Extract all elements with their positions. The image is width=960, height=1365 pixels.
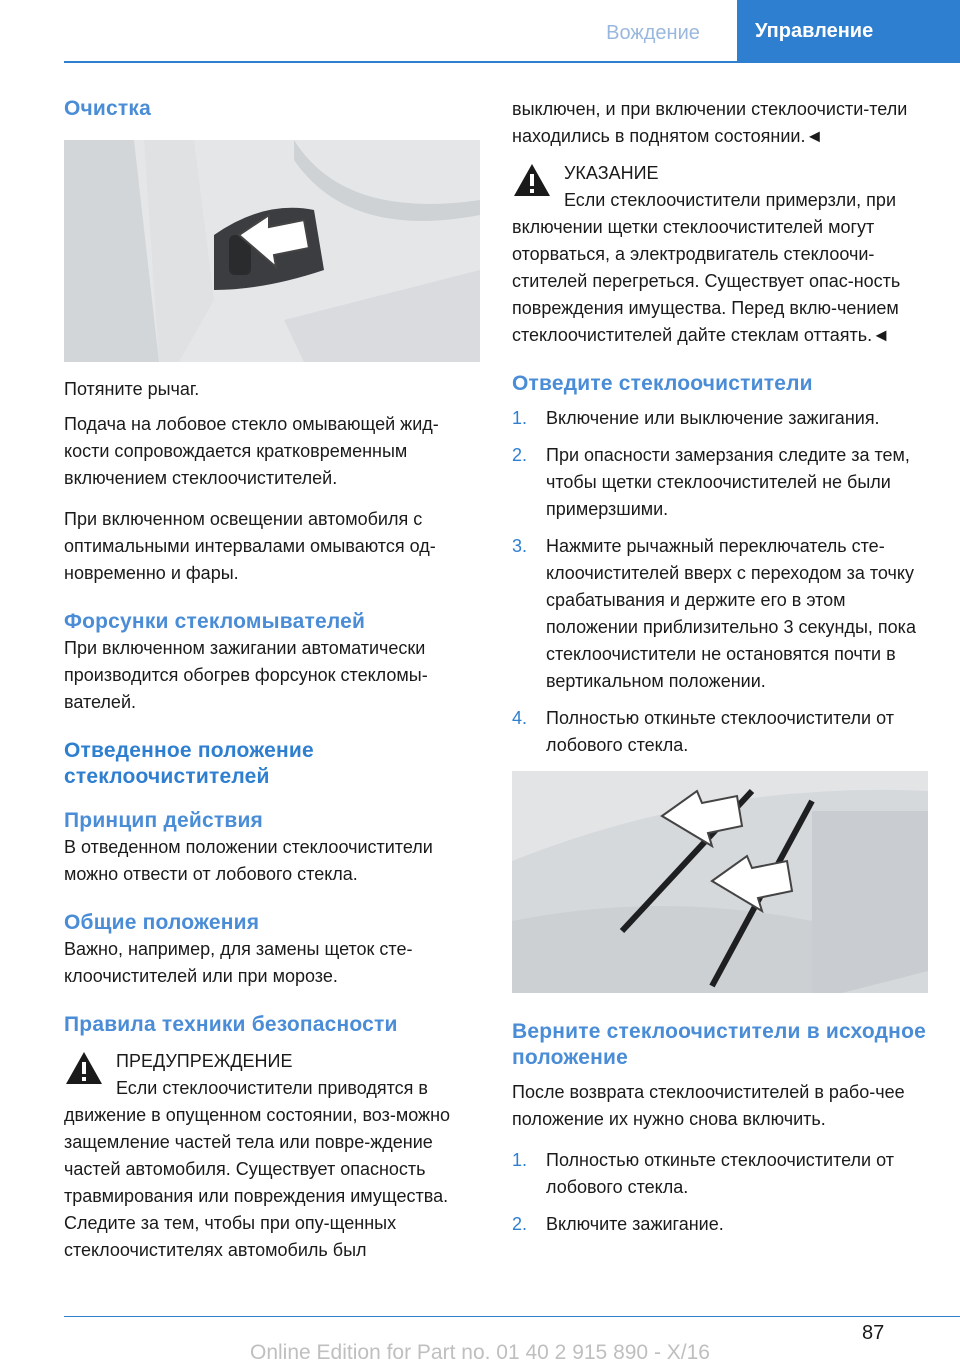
list-item: 2. При опасности замерзания следите за тем, чтобы щетки стеклоочистителей не были примерзшими. [512,445,910,519]
text-warning-continued: выключен, и при включении стеклоочисти-тели находились в поднятом состоянии.◄ [512,99,908,146]
steps-lift-wipers [512,405,928,759]
notice-block [512,160,928,349]
text-principle: В отведенном положении стеклоочистители можно отвести от лобового стекла. [64,837,433,884]
steps-return-wipers [512,1147,928,1238]
list-item: 1. Включение или выключение зажигания. [512,408,880,428]
warning-block [64,1048,480,1264]
list-item: 3. Нажмите рычажный переключатель сте-клоочистителей вверх с переходом за точку срабатывания и держите его в этом положении приблизительно 3 секунды, пока стеклоочистители не остановятся почти в вертикальном положении. [512,536,916,691]
warning-text: Если стеклоочистители приводятся в движение в опущенном состоянии, воз-можно защемление частей тела или повре-ждение частей автомобиля. Существует опасность травмирования или повреждения имущества. Следите за тем, чтобы при опу-щенных стеклоочистителях автомобиль был [64,1078,451,1260]
warning-title: ПРЕДУПРЕЖДЕНИЕ [116,1051,293,1071]
right-column [512,96,928,1248]
lever-illustration [64,140,480,362]
heading-nozzles: Форсунки стекломывателей [64,610,366,633]
heading-safety: Правила техники безопасности [64,1013,398,1036]
text-fluid-supply: Подача на лобовое стекло омывающей жид-кости сопровождается кратковременным включением стеклоочистителей. [64,414,439,488]
list-item: 1. Полностью откиньте стеклоочистители от лобового стекла. [512,1150,894,1197]
heading-cleaning: Очистка [64,97,151,120]
left-column [64,96,480,1264]
warning-icon [512,162,552,198]
text-pull-lever: Потяните рычаг. [64,379,200,399]
notice-text: Если стеклоочистители примерзли, при включении щетки стеклоочистителей могут оторваться, а электродвигатель стеклоочи-стителей перегреться. Существует опас-ность повреждения имущества. Перед вклю-чением стеклоочистителей дайте стеклам оттаять.◄ [512,190,901,345]
list-item: 4. Полностью откиньте стеклоочистители от лобового стекла. [512,708,894,755]
heading-lift-wipers: Отведите стеклоочистители [512,372,813,395]
tab-controls[interactable]: Управление [737,0,960,62]
wipers-illustration [512,771,928,993]
page-number-rule [64,1316,960,1317]
tab-driving[interactable]: Вождение [606,22,700,44]
text-general: Важно, например, для замены щеток сте-клоочистителей или при морозе. [64,939,413,986]
page-number: 87 [862,1322,885,1344]
notice-title: УКАЗАНИЕ [564,163,659,183]
list-item: 2. Включите зажигание. [512,1214,724,1234]
heading-folded-position: Отведенное положение стеклоочистителей [64,739,314,788]
heading-general: Общие положения [64,911,260,934]
heading-principle: Принцип действия [64,809,264,832]
footer-edition: Online Edition for Part no. 01 40 2 915 890 - X/16 [250,1341,710,1364]
heading-return-wipers: Верните стеклоочистители в исходное положение [512,1020,926,1069]
text-nozzles: При включенном зажигании автоматически производится обогрев форсунок стекломы-вателей. [64,638,428,712]
page-header [0,0,960,62]
text-headlights: При включенном освещении автомобиля с оптимальными интервалами омываются од-новременно и фары. [64,509,436,583]
header-rule [64,61,960,63]
text-return: После возврата стеклоочистителей в рабо-чее положение их нужно снова включить. [512,1082,905,1129]
warning-icon [64,1050,104,1086]
